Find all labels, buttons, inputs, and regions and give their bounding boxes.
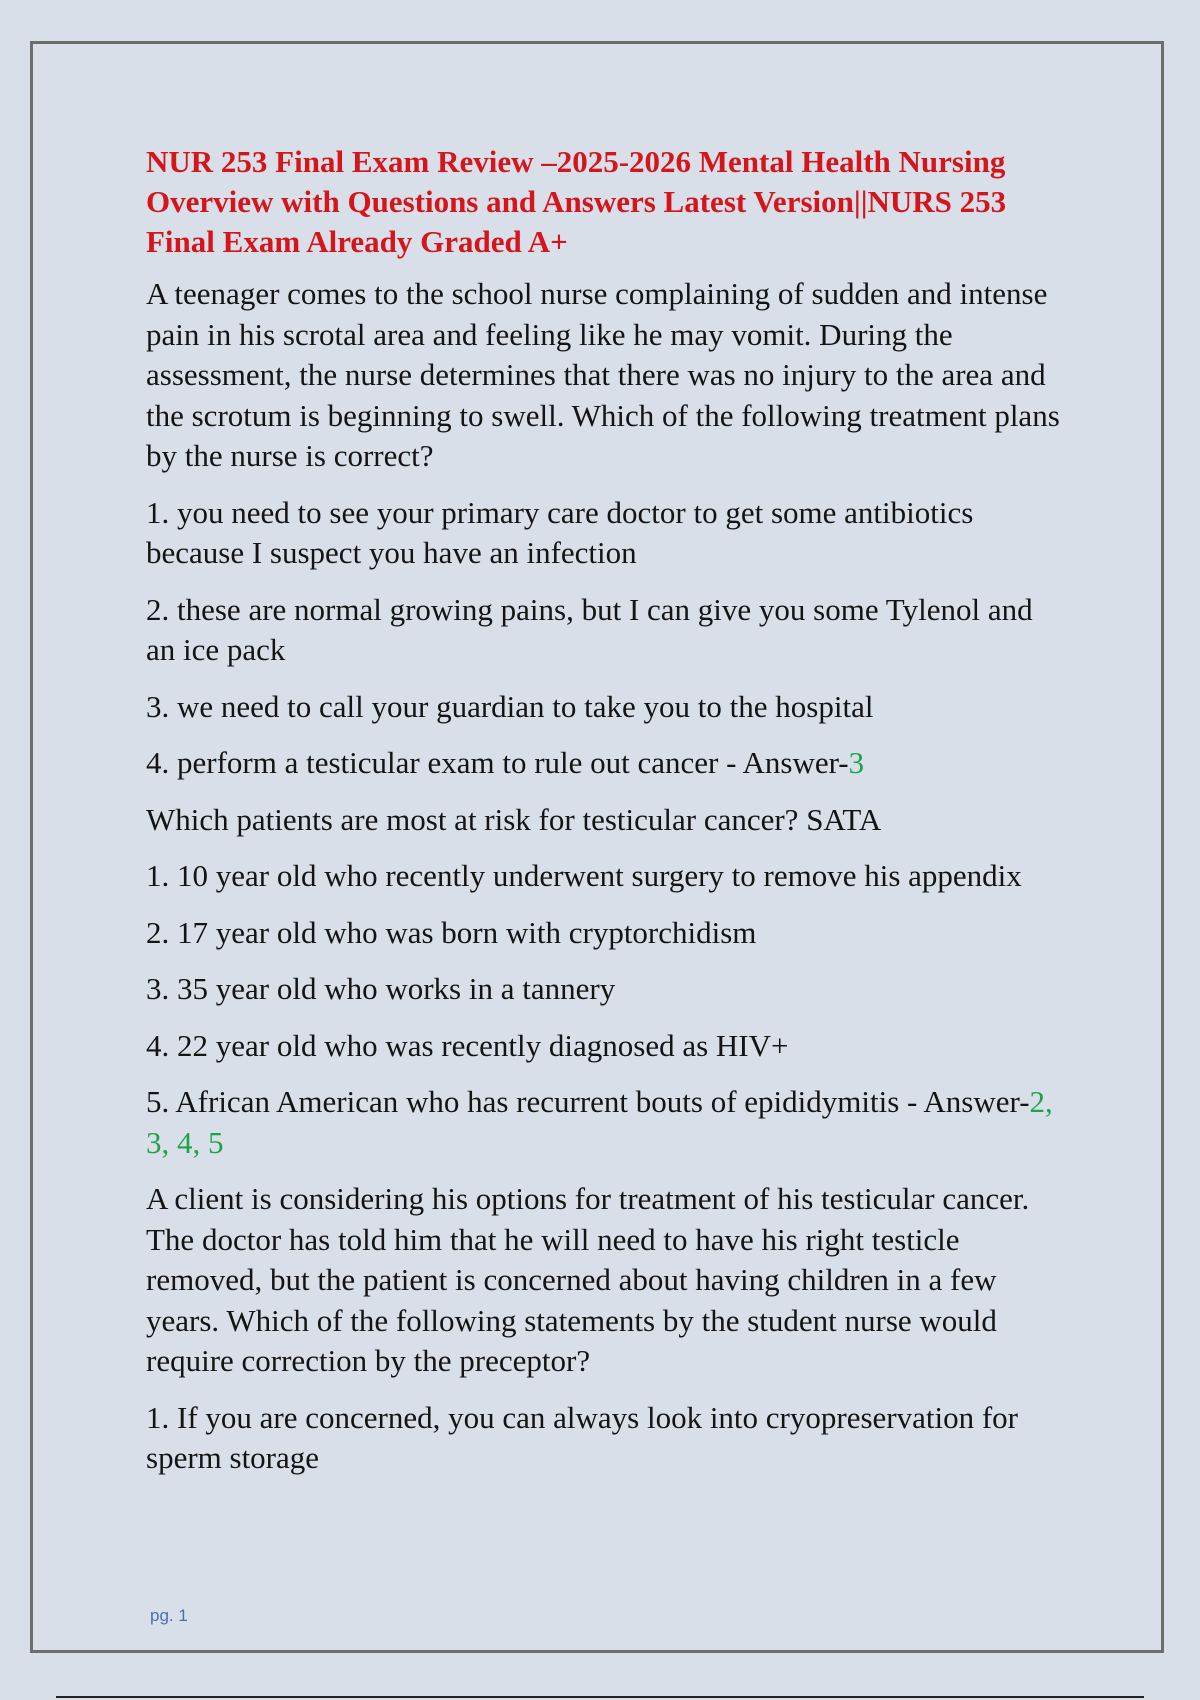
document-content — [146, 142, 1066, 1495]
question-1-option-4 — [146, 743, 1066, 784]
question-2-answer: 2, 3, 4, 5 — [146, 1084, 1053, 1160]
page-number: pg. 1 — [150, 1606, 188, 1625]
question-2-option-1: 1. 10 year old who recently underwent surgery to remove his appendix — [146, 858, 1022, 893]
question-3-option-1: 1. If you are concerned, you can always look into cryopreservation for sperm storage — [146, 1399, 1018, 1475]
question-1-option-3: 3. we need to call your guardian to take you to the hospital — [146, 688, 874, 724]
question-1-answer: 3 — [848, 745, 865, 780]
question-2-option-5 — [146, 1082, 1066, 1163]
question-1-option-4-text: 4. perform a testicular exam to rule out cancer - Answer- — [146, 745, 849, 780]
document-title: NUR 253 Final Exam Review –2025-2026 Mental Health Nursing Overview with Questions and Answers Latest Version||NURS 253 Final Exam Already Graded A+ — [146, 144, 1007, 259]
question-1-stem: A teenager comes to the school nurse complaining of sudden and intense pain in his scrotal area and feeling like he may vomit. During the assessment, the nurse determines that there was no injury to the area and the scrotum is beginning to swell. Which of the following treatment plans by the nurse is correct? — [146, 276, 1060, 473]
question-2-option-3: 3. 35 year old who works in a tannery — [146, 971, 616, 1006]
question-2-option-4: 4. 22 year old who was recently diagnosed as HIV+ — [146, 1027, 789, 1063]
question-1-option-1: 1. you need to see your primary care doctor to get some antibiotics because I suspect you have an infection — [146, 494, 974, 570]
question-2-option-5-text: 5. African American who has recurrent bouts of epididymitis - Answer- — [146, 1084, 1030, 1119]
question-1-option-2: 2. these are normal growing pains, but I can give you some Tylenol and an ice pack — [146, 591, 1033, 667]
question-2-stem: Which patients are most at risk for testicular cancer? SATA — [146, 801, 882, 837]
bottom-rule — [56, 1696, 1144, 1698]
question-3-stem: A client is considering his options for treatment of his testicular cancer. The doctor has told him that he will need to have his right testicle removed, but the patient is concerned about having children in a few years. Which of the following statements by the student nurse would require correction by the preceptor? — [146, 1181, 1030, 1378]
question-2-option-2: 2. 17 year old who was born with cryptorchidism — [146, 914, 757, 950]
